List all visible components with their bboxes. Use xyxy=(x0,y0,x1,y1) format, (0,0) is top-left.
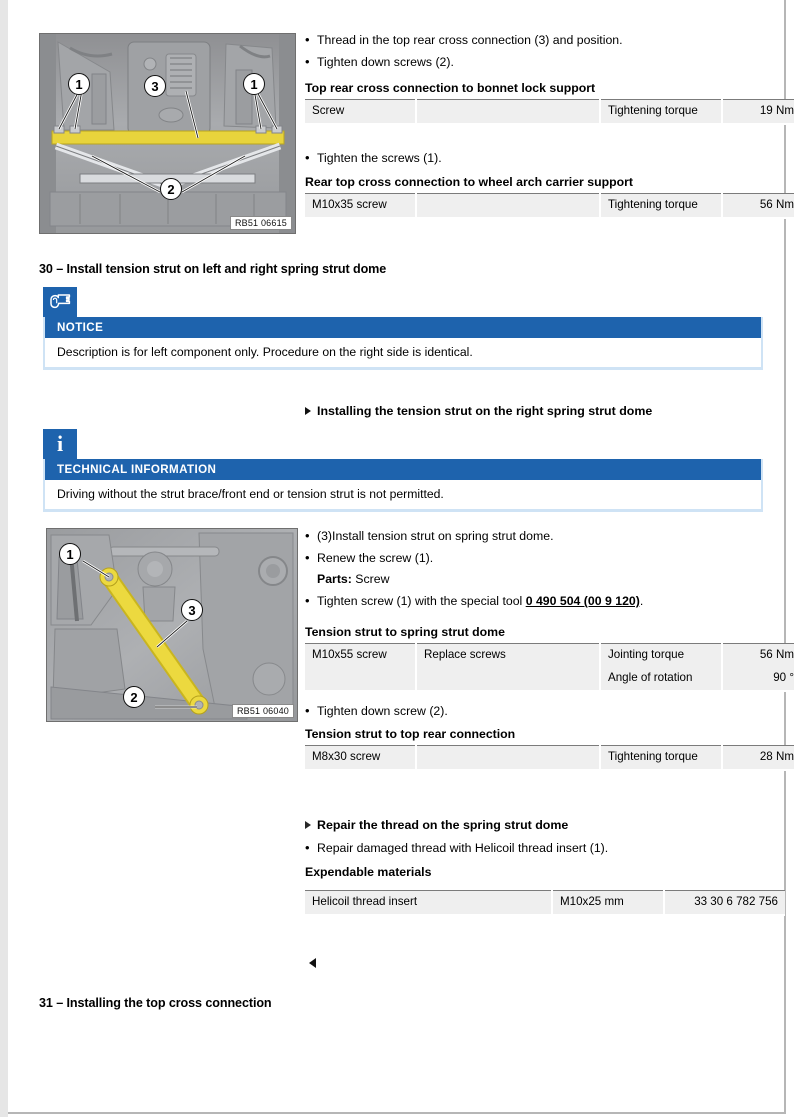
cell-note xyxy=(416,194,600,219)
figure-caption: RB51 06615 xyxy=(230,216,292,230)
list-item xyxy=(305,704,765,719)
cell-material-name: Helicoil thread insert xyxy=(305,891,552,916)
cell-spec-name: Angle of rotation xyxy=(600,667,722,691)
cell-spec-value: 28 Nm xyxy=(722,746,794,771)
bullet-dot: • xyxy=(305,840,310,855)
notice-header-label: NOTICE xyxy=(45,317,761,338)
bullet-dot: • xyxy=(305,54,310,70)
bullet-text: Tighten down screws (2). xyxy=(317,55,454,70)
table-title-expendable-materials: Expendable materials xyxy=(305,865,432,879)
bullet-text: Tighten down screw (2). xyxy=(317,704,448,718)
table-title-strut-to-top-rear: Tension strut to top rear connection xyxy=(305,727,516,741)
technical-information-box xyxy=(43,459,763,512)
table-row xyxy=(305,746,794,771)
bullet-dot: • xyxy=(305,528,310,543)
pointing-hand-icon-tab xyxy=(43,287,77,317)
triangle-right-icon xyxy=(305,407,311,415)
info-icon-tab xyxy=(43,429,77,459)
table-title-top-rear-cross: Top rear cross connection to bonnet lock support xyxy=(305,81,596,95)
bullet-dot: • xyxy=(305,550,310,566)
pointing-hand-glyph xyxy=(49,293,71,311)
table-tension-strut-to-top-rear-connection xyxy=(305,745,794,771)
cell-spec-value: 56 Nm xyxy=(722,194,794,219)
callout-3: 3 xyxy=(144,75,166,97)
bullet-text: Repair damaged thread with Helicoil thread insert (1). xyxy=(317,841,609,855)
callout-1-right: 1 xyxy=(243,73,265,95)
tech-info-header-label: TECHNICAL INFORMATION xyxy=(45,459,761,480)
step-heading-31: 31 – Installing the top cross connection xyxy=(39,996,272,1010)
table-row xyxy=(305,100,794,125)
pointing-hand-icon xyxy=(49,293,71,311)
cell-spec-value: 19 Nm xyxy=(722,100,794,125)
cell-note xyxy=(416,746,600,771)
callout-1: 1 xyxy=(59,543,81,565)
table-tension-strut-to-spring-strut-dome xyxy=(305,643,794,692)
tool-text-suffix: . xyxy=(639,594,644,609)
table-title-rear-top-cross: Rear top cross connection to wheel arch carrier support xyxy=(305,175,633,189)
list-item xyxy=(305,151,765,166)
subheading-repair-thread xyxy=(305,818,568,832)
end-of-section-marker-icon xyxy=(309,958,316,968)
table-rear-top-cross-connection xyxy=(305,193,794,219)
cell-spec-name: Tightening torque xyxy=(600,194,722,219)
bullet-dot: • xyxy=(305,593,310,609)
figure-caption: RB51 06040 xyxy=(232,704,294,718)
cell-spec-name: Tightening torque xyxy=(600,100,722,125)
repair-bullet-list xyxy=(305,841,765,863)
special-tool-number[interactable]: 0 490 504 (00 9 120) xyxy=(525,594,640,609)
bullet-text: (3)Install tension strut on spring strut dome. xyxy=(317,529,554,543)
info-icon: i xyxy=(56,431,64,456)
table-row xyxy=(305,644,794,668)
cell-spec-name: Jointing torque xyxy=(600,644,722,668)
top-bullet-list xyxy=(305,33,765,78)
table-expendable-materials xyxy=(305,890,785,916)
strut-bullet-list xyxy=(305,529,765,616)
callout-2: 2 xyxy=(160,178,182,200)
engine-bay-illustration xyxy=(40,34,295,233)
bullet-text: Thread in the top rear cross connection (3) and position. xyxy=(317,33,623,47)
document-page xyxy=(8,0,794,1114)
callout-2: 2 xyxy=(123,686,145,708)
figure-engine-bay-cross-connection xyxy=(39,33,296,234)
subheading-label: Installing the tension strut on the right spring strut dome xyxy=(317,404,653,418)
bullet-text xyxy=(317,594,765,609)
page-left-margin-strip xyxy=(0,0,8,1117)
after-table3-bullet-list xyxy=(305,704,765,726)
cell-material-part-number: 33 30 6 782 756 xyxy=(664,891,785,916)
list-item xyxy=(305,841,765,856)
list-item xyxy=(305,33,765,48)
mid-bullet-list xyxy=(305,151,765,173)
bullet-dot: • xyxy=(305,32,310,47)
triangle-right-outline-icon xyxy=(305,821,311,829)
notice-body-text: Description is for left component only. Procedure on the right side is identical. xyxy=(45,338,761,367)
cell-component: M8x30 screw xyxy=(305,746,416,771)
subheading-install-right-dome xyxy=(305,404,652,418)
list-item xyxy=(305,529,765,544)
callout-1-left: 1 xyxy=(68,73,90,95)
bullet-dot: • xyxy=(305,150,310,165)
table-title-strut-to-dome: Tension strut to spring strut dome xyxy=(305,625,505,639)
figure-tension-strut xyxy=(46,528,298,722)
tension-strut-illustration xyxy=(47,529,297,721)
cell-spec-value: 90 ° xyxy=(722,667,794,691)
tech-info-body-text: Driving without the strut brace/front end or tension strut is not permitted. xyxy=(45,480,761,509)
cell-material-size: M10x25 mm xyxy=(552,891,664,916)
list-item xyxy=(305,55,765,70)
bullet-text: Renew the screw (1). xyxy=(317,551,434,566)
cell-component: Screw xyxy=(305,100,416,125)
cell-spec-value: 56 Nm xyxy=(722,644,794,668)
table-row xyxy=(305,891,785,916)
cell-component: M10x55 screw xyxy=(305,644,416,692)
highlighted-cross-connection xyxy=(52,131,284,144)
cell-note xyxy=(416,100,600,125)
callout-3: 3 xyxy=(181,599,203,621)
subheading-label: Repair the thread on the spring strut dome xyxy=(317,818,569,832)
cell-note: Replace screws xyxy=(416,644,600,692)
tool-text-prefix: Tighten screw (1) with the special tool xyxy=(317,594,526,609)
bullet-dot: • xyxy=(305,703,310,718)
cell-component: M10x35 screw xyxy=(305,194,416,219)
parts-line xyxy=(317,572,765,587)
notice-box xyxy=(43,317,763,370)
parts-value: Screw xyxy=(355,571,390,586)
list-item xyxy=(305,551,765,566)
bullet-text: Tighten the screws (1). xyxy=(317,151,442,165)
table-row xyxy=(305,194,794,219)
table-top-rear-cross-connection xyxy=(305,99,794,125)
cell-spec-name: Tightening torque xyxy=(600,746,722,771)
parts-label: Parts: xyxy=(317,571,352,586)
step-heading-30: 30 – Install tension strut on left and right spring strut dome xyxy=(39,262,387,276)
list-item-special-tool xyxy=(305,594,765,609)
